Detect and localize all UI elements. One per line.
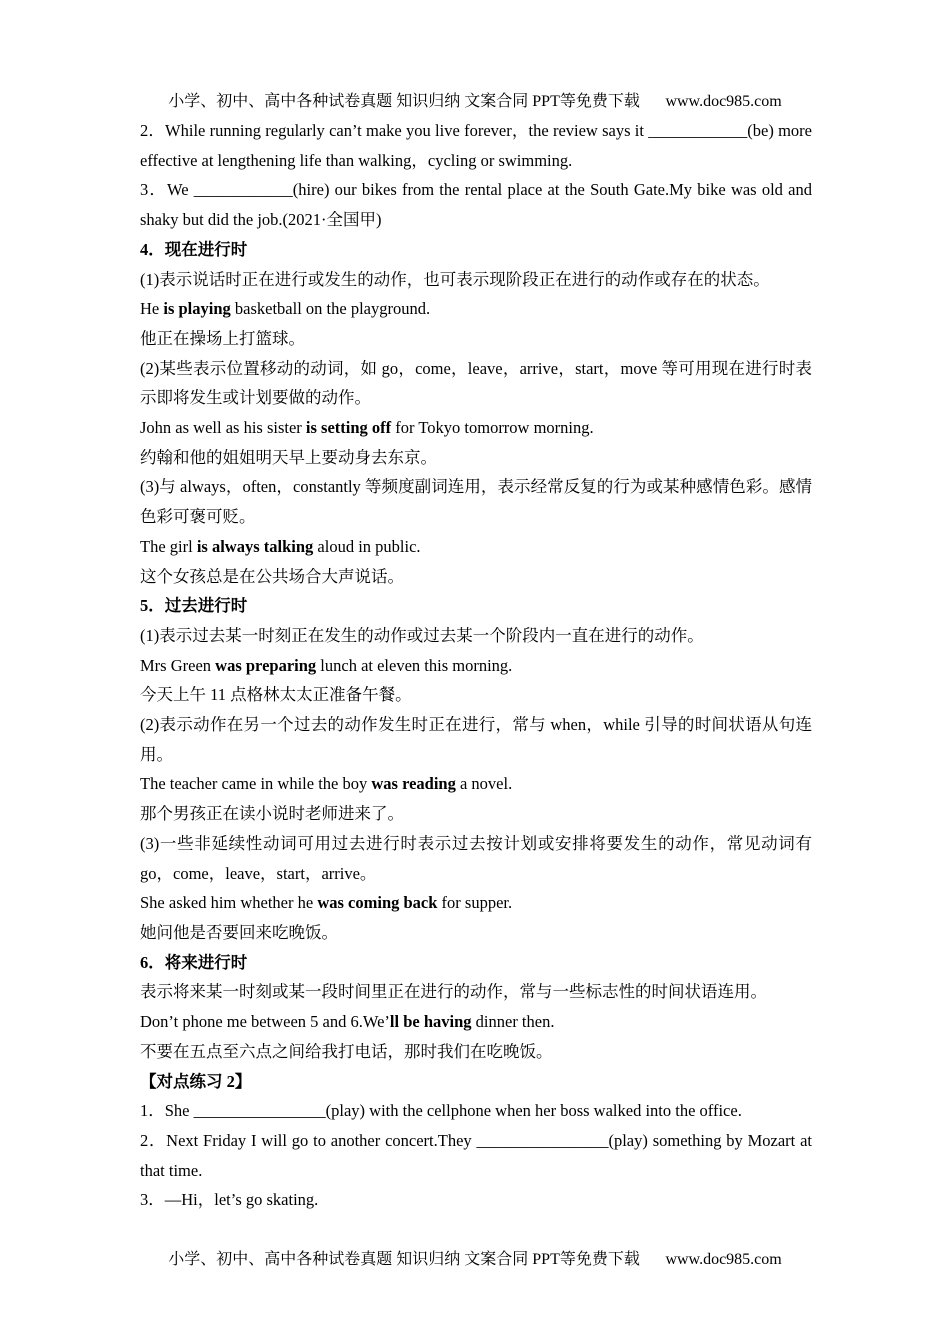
footer-site-url: www.doc985.com bbox=[665, 1251, 782, 1268]
bold-run: was preparing bbox=[215, 655, 317, 675]
rule-text bbox=[140, 354, 812, 413]
rule-text bbox=[140, 472, 812, 531]
translation bbox=[140, 680, 812, 710]
text-run: John as well as his sister bbox=[140, 418, 306, 438]
footer-promo-text: 小学、初中、高中各种试卷真题 知识归纳 文案合同 PPT等免费下载 bbox=[168, 1251, 640, 1268]
rule-text bbox=[140, 710, 812, 769]
translation bbox=[140, 324, 812, 354]
text-run: 1．She ________________(play) with the cellphone when her boss walked into the office. bbox=[140, 1101, 742, 1121]
text-run: Mrs Green bbox=[140, 655, 216, 675]
text-run: 【对点练习 2】 bbox=[140, 1071, 252, 1091]
text-run: 2．Next Friday I will go to another concert.They ________________(play) something by Mozart at that time. bbox=[140, 1130, 812, 1180]
text-run: 这个女孩总是在公共场合大声说话。 bbox=[140, 566, 404, 586]
exercise-item bbox=[140, 175, 812, 234]
text-run: (3)与 always，often，constantly 等频度副词连用，表示经常反复的行为或某种感情色彩。感情色彩可褒可贬。 bbox=[140, 477, 812, 527]
text-run: for Tokyo tomorrow morning. bbox=[391, 418, 594, 438]
header-site-url: www.doc985.com bbox=[665, 93, 782, 110]
translation bbox=[140, 918, 812, 948]
example-sentence bbox=[140, 769, 812, 799]
exercise-item bbox=[140, 1096, 812, 1126]
example-sentence bbox=[140, 1007, 812, 1037]
rule-text bbox=[140, 265, 812, 295]
section-heading bbox=[140, 948, 812, 978]
text-run: (2)表示动作在另一个过去的动作发生时正在进行，常与 when，while 引导的时间状语从句连用。 bbox=[140, 715, 812, 764]
text-run: He bbox=[140, 299, 164, 319]
translation bbox=[140, 1037, 812, 1067]
example-sentence bbox=[140, 651, 812, 681]
bold-run: was reading bbox=[371, 774, 456, 794]
section-heading bbox=[140, 591, 812, 621]
text-run: (1)表示过去某一时刻正在发生的动作或过去某一个阶段内一直在进行的动作。 bbox=[140, 625, 704, 645]
text-run: 5．过去进行时 bbox=[140, 596, 248, 616]
text-run: 那个男孩正在读小说时老师进来了。 bbox=[140, 804, 404, 824]
text-run: She asked him whether he bbox=[140, 893, 318, 913]
page-footer bbox=[0, 1246, 950, 1269]
text-run: 4．现在进行时 bbox=[140, 239, 248, 259]
example-sentence bbox=[140, 888, 812, 918]
exercise-item bbox=[140, 1185, 812, 1215]
bold-run: is setting off bbox=[305, 418, 392, 438]
bold-run: is playing bbox=[163, 299, 231, 319]
translation bbox=[140, 443, 812, 473]
header-promo-text: 小学、初中、高中各种试卷真题 知识归纳 文案合同 PPT等免费下载 bbox=[168, 93, 640, 110]
text-run: 约翰和他的姐姐明天早上要动身去东京。 bbox=[140, 447, 437, 467]
example-sentence bbox=[140, 413, 812, 443]
rule-text bbox=[140, 977, 812, 1007]
section-heading bbox=[140, 235, 812, 265]
document-body bbox=[140, 116, 812, 1215]
text-run: aloud in public. bbox=[313, 536, 421, 556]
text-run: basketball on the playground. bbox=[230, 299, 431, 319]
text-run: 3．—Hi，let’s go skating. bbox=[140, 1190, 319, 1210]
text-run: (2)某些表示位置移动的动词，如 go，come，leave，arrive，start，move 等可用现在进行时表示即将发生或计划要做的动作。 bbox=[140, 358, 812, 408]
text-run: (1)表示说话时正在进行或发生的动作，也可表示现阶段正在进行的动作或存在的状态。 bbox=[140, 269, 770, 289]
bold-run: is always talking bbox=[196, 536, 314, 556]
text-run: The teacher came in while the boy bbox=[140, 774, 372, 794]
rule-text bbox=[140, 829, 812, 888]
text-run: 不要在五点至六点之间给我打电话，那时我们在吃晚饭。 bbox=[140, 1041, 553, 1061]
text-run: lunch at eleven this morning. bbox=[316, 655, 513, 675]
text-run: a novel. bbox=[455, 774, 513, 794]
translation bbox=[140, 799, 812, 829]
exercise-item bbox=[140, 1126, 812, 1185]
page-header bbox=[0, 88, 950, 111]
rule-text bbox=[140, 621, 812, 651]
text-run: 她问他是否要回来吃晚饭。 bbox=[140, 922, 338, 942]
text-run: (3)一些非延续性动词可用过去进行时表示过去按计划或安排将要发生的动作，常见动词有 go，come，leave，start，arrive。 bbox=[140, 833, 812, 883]
translation bbox=[140, 562, 812, 592]
text-run: Don’t phone me between 5 and 6.We’ bbox=[140, 1012, 390, 1032]
text-run: The girl bbox=[140, 536, 197, 556]
bold-run: was coming back bbox=[317, 893, 438, 913]
text-run: 6．将来进行时 bbox=[140, 952, 248, 972]
text-run: dinner then. bbox=[471, 1012, 555, 1032]
text-run: 2．While running regularly can’t make you live forever，the review says it ____________(be) more effective at lengthening life than walking，cycling or swimming. bbox=[140, 121, 812, 170]
text-run: 他正在操场上打篮球。 bbox=[140, 328, 305, 348]
section-heading bbox=[140, 1067, 812, 1097]
example-sentence bbox=[140, 532, 812, 562]
text-run: 3．We ____________(hire) our bikes from the rental place at the South Gate.My bike was old and shaky but did the job.(2021·全国甲) bbox=[140, 180, 812, 230]
text-run: for supper. bbox=[437, 893, 513, 913]
exercise-item bbox=[140, 116, 812, 175]
example-sentence bbox=[140, 294, 812, 324]
text-run: 表示将来某一时刻或某一段时间里正在进行的动作，常与一些标志性的时间状语连用。 bbox=[140, 982, 767, 1002]
text-run: 今天上午 11 点格林太太正准备午餐。 bbox=[140, 685, 412, 705]
bold-run: ll be having bbox=[389, 1012, 472, 1032]
